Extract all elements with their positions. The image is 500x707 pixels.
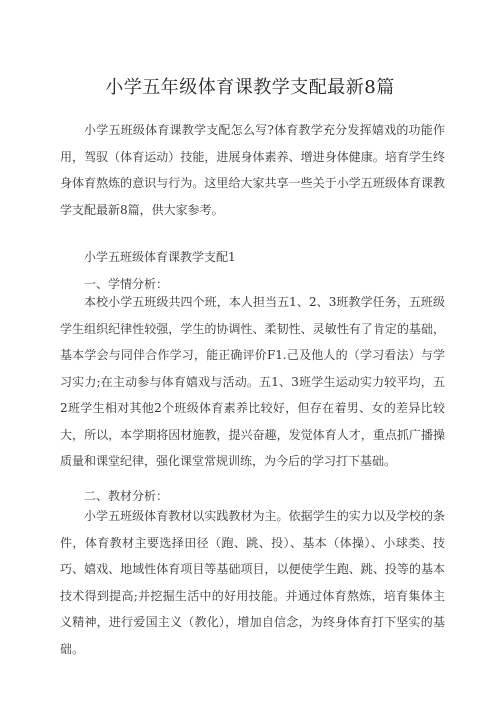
intro-paragraph: 小学五班级体育课教学支配怎么写?体育教学充分发挥嬉戏的功能作用，驾驭（体育运动）技能，进展身体素养、增进身体健康。培育学生终身体育熬炼的意识与行为。这里给大家共享一些关于小学五班级体育课教学支配最新8篇，供大家参考。 — [60, 123, 445, 217]
heading-learning-analysis: 一、学情分析： — [84, 277, 169, 291]
learning-analysis-paragraph: 本校小学五班级共四个班，本人担当五1、2、3班教学任务，五班级学生组织纪律性较强，学生的协调性、柔韧性、灵敏性有了肯定的基础，基本学会与同伴合作学习，能正确评价F1.己及他人的（学习看法）与学习实力;在主动参与体育嬉戏与活动。五1、3班学生运动实力较平均，五2班学生相对其他2个班级体育素养比较好，但存在着男、女的差异比较大，所以，本学期将因材施教，提兴奋趣，发觉体育人才，重点抓广播操质量和课堂纪律，强化课堂常规训练，为今后的学习打下基础。 — [60, 295, 445, 468]
material-analysis-paragraph: 小学五班级体育教材以实践教材为主。依据学生的实力以及学校的条件，体育教材主要选择田径（跑、跳、投）、基本（体操）、小球类、技巧、嬉戏、地域性体育项目等基础项目，以便使学生跑、跳、投等的基本技术得到提高;并挖掘生活中的好用技能。并通过体育熬炼，培育集体主义精神，进行爱国主义（教化），增加自信念，为终身体育打下坚实的基础。 — [60, 509, 445, 656]
heading-material-analysis: 二、教材分析： — [84, 489, 169, 503]
document-title: 小学五年级体育课教学支配最新8篇 — [105, 77, 395, 98]
section-title: 小学五班级体育课教学支配1 — [84, 250, 236, 264]
